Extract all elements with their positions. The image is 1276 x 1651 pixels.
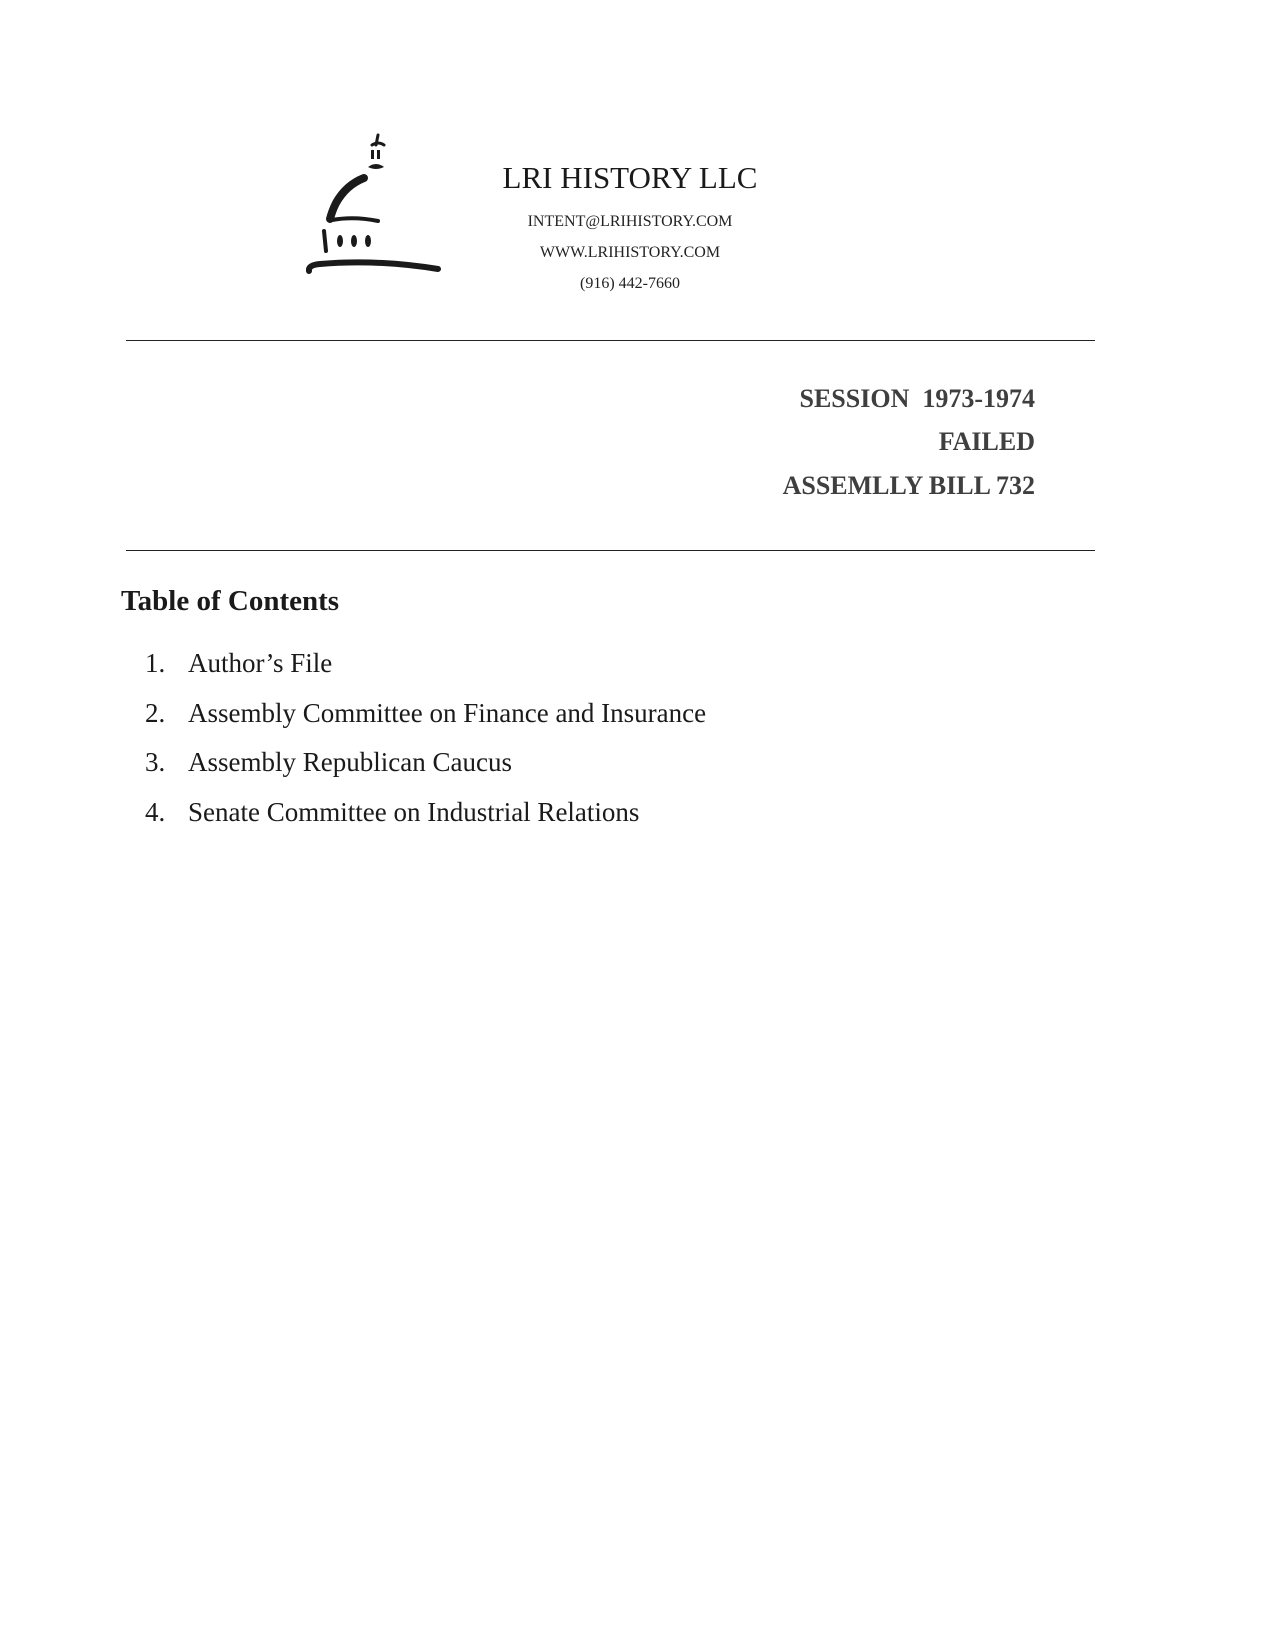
capitol-dome-icon	[306, 133, 446, 293]
toc-list	[145, 647, 706, 845]
toc-item	[145, 697, 706, 747]
contact-phone: (916) 442-7660	[580, 275, 680, 292]
company-name: LRI HISTORY LLC	[502, 160, 758, 195]
toc-item-number: 3.	[145, 747, 166, 777]
toc-item	[145, 647, 706, 697]
toc-item-number: 1.	[145, 648, 166, 678]
toc-item	[145, 746, 706, 796]
divider-top	[126, 340, 1095, 341]
divider-bottom	[126, 550, 1095, 551]
toc-heading: Table of Contents	[121, 585, 340, 617]
toc-item	[145, 796, 706, 846]
toc-item-number: 2.	[145, 697, 166, 728]
toc-item-label: Senate Committee on Industrial Relations	[188, 796, 640, 827]
toc-item-number: 4.	[145, 796, 166, 827]
bill-status: FAILED	[938, 427, 1035, 456]
toc-item-label: Assembly Republican Caucus	[188, 747, 512, 777]
contact-website: WWW.LRIHISTORY.COM	[539, 244, 721, 261]
toc-item-label: Assembly Committee on Finance and Insurance	[188, 697, 707, 728]
bill-session: SESSION 1973-1974	[799, 384, 1035, 413]
contact-email: INTENT@LRIHISTORY.COM	[527, 213, 733, 230]
toc-item-label: Author’s File	[188, 648, 333, 678]
bill-name: ASSEMLLY BILL 732	[782, 471, 1035, 500]
